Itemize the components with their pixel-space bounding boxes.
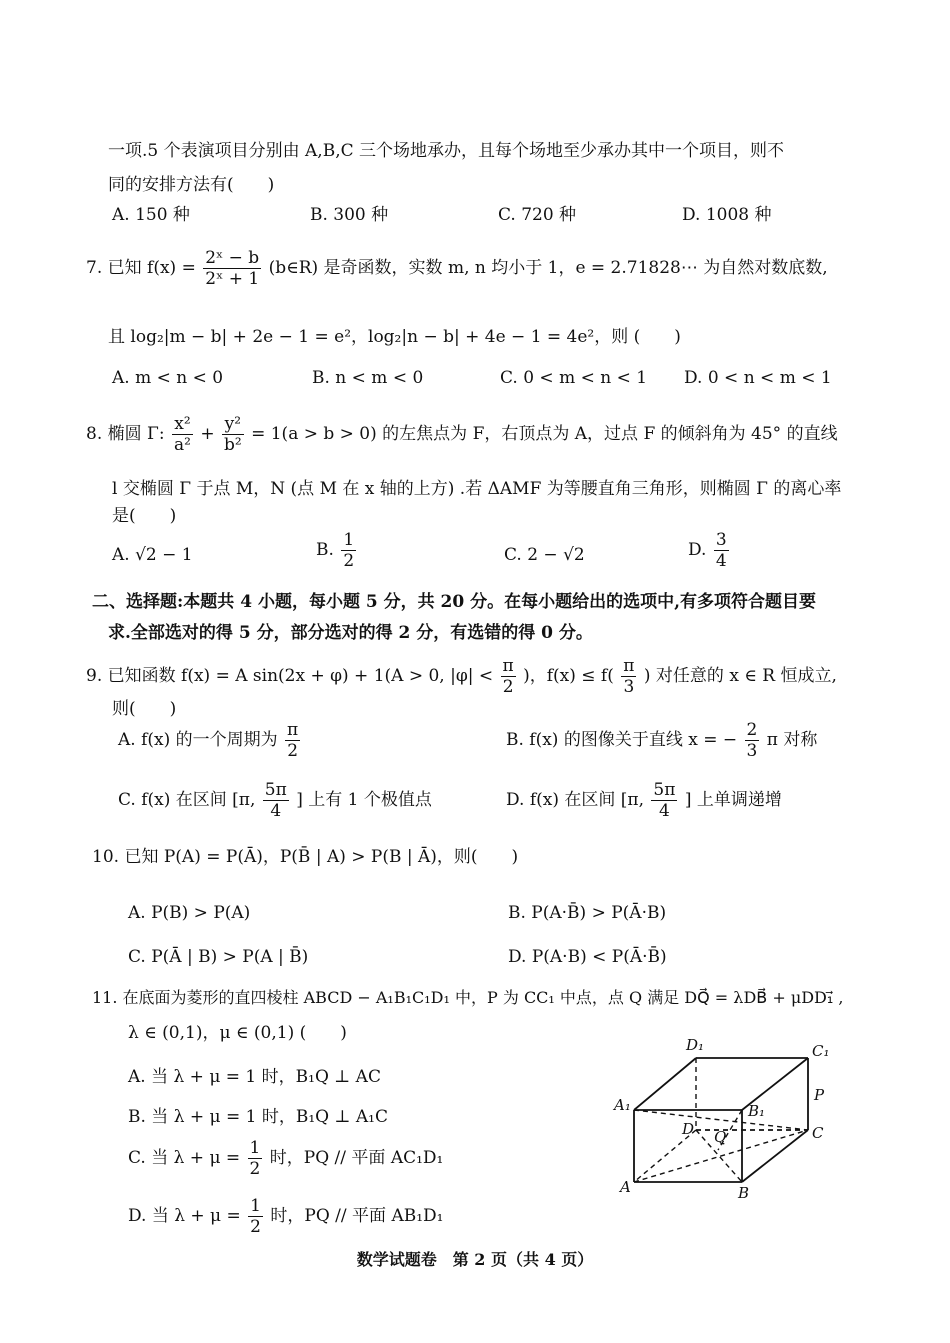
prism-figure — [600, 1030, 840, 1205]
q9-option-a-text: A. f(x) 的一个周期为 — [118, 730, 278, 750]
q8-frac-x — [172, 414, 193, 455]
q10-option-b: B. P(A·B̄) > P(Ā·B) — [508, 903, 667, 923]
q9-option-b-tail: π 对称 — [766, 730, 818, 750]
q8-plus: + — [200, 424, 215, 444]
q9-text-after: ) 对任意的 x ∈ R 恒成立, — [643, 666, 837, 686]
q9-option-d-tail: ] 上单调递增 — [684, 790, 782, 810]
label-a1: A₁ — [614, 1096, 631, 1114]
q7-option-d: D. 0 < n < m < 1 — [684, 368, 832, 388]
q8-option-b-num: 1 — [343, 530, 355, 550]
q6-stem-line2: 同的安排方法有( ) — [108, 175, 275, 195]
q9-option-a-den: 2 — [287, 741, 299, 761]
q9-option-a-frac — [285, 720, 300, 761]
q11-option-c-num: 1 — [249, 1138, 261, 1158]
q9-option-d — [506, 780, 782, 821]
label-p: P — [814, 1086, 825, 1104]
section2-heading-line1: 二、选择题:本题共 4 小题，每小题 5 分，共 20 分。在每小题给出的选项中,有多项符合题目要 — [92, 592, 817, 612]
label-c1: C₁ — [812, 1042, 830, 1060]
q9-option-d-den: 4 — [658, 801, 670, 821]
q11-option-c-text: C. 当 λ + μ = — [128, 1148, 241, 1168]
label-d1: D₁ — [686, 1036, 705, 1054]
q9-prefix: 9. 已知函数 f(x) = A sin(2x + φ) + 1(A > 0, |φ| < — [86, 666, 494, 686]
page-footer: 数学试题卷 第 2 页（共 4 页） — [356, 1250, 594, 1269]
q8-option-d-den: 4 — [715, 551, 727, 571]
q9-option-d-num: 5π — [653, 780, 676, 800]
q9-frac-pi2-den: 2 — [502, 677, 514, 697]
q9-frac-pi2-num: π — [502, 656, 514, 676]
q11-option-d-tail: 时，PQ // 平面 AB₁D₁ — [270, 1206, 444, 1226]
q8-option-d — [688, 530, 731, 571]
q8-frac-y-num: y² — [222, 414, 244, 435]
q8-option-b-frac — [341, 530, 356, 571]
q8-stem-line1 — [86, 414, 838, 455]
q9-option-b-num: 2 — [746, 720, 758, 740]
q6-option-c: C. 720 种 — [498, 205, 577, 225]
q11-option-d-text: D. 当 λ + μ = — [128, 1206, 241, 1226]
q11-option-a: A. 当 λ + μ = 1 时，B₁Q ⊥ AC — [128, 1067, 381, 1087]
q9-frac-pi3-den: 3 — [623, 677, 635, 697]
q9-option-c-den: 4 — [270, 801, 282, 821]
q7-option-a: A. m < n < 0 — [112, 368, 224, 388]
q8-option-b-den: 2 — [343, 551, 355, 571]
q11-option-b: B. 当 λ + μ = 1 时，B₁Q ⊥ A₁C — [128, 1107, 388, 1127]
diag-a1-c — [634, 1110, 808, 1130]
edge-b-c — [742, 1130, 808, 1182]
label-d: D — [682, 1120, 695, 1138]
q7-stem-line2: 且 log₂|m − b| + 2e − 1 = e²，log₂|n − b| + 4e − 1 = 4e²，则 ( ) — [108, 327, 681, 347]
q9-stem-line2: 则( ) — [112, 699, 177, 719]
q7-frac-num: 2ˣ − b — [205, 248, 260, 268]
q11-stem-line2: λ ∈ (0,1)，μ ∈ (0,1) ( ) — [128, 1023, 347, 1043]
q9-frac-pi3-num: π — [623, 656, 635, 676]
q8-frac-x-den: a² — [173, 435, 191, 455]
q9-option-c-frac — [263, 780, 289, 821]
q9-option-b-text: B. f(x) 的图像关于直线 x = − — [506, 730, 738, 750]
q9-option-c-num: 5π — [264, 780, 287, 800]
q8-stem-line3: 是( ) — [112, 506, 177, 526]
q7-text-after: (b∈R) 是奇函数，实数 m, n 均小于 1，e = 2.71828⋯ 为自然对数底数, — [268, 258, 828, 278]
q9-option-c-text: C. f(x) 在区间 [π, — [118, 790, 256, 810]
q10-option-a: A. P(B) > P(A) — [128, 903, 251, 923]
label-b1: B₁ — [748, 1102, 766, 1120]
q7-func: f(x) = — [147, 258, 196, 278]
q8-stem-line2: l 交椭圆 Γ 于点 M，N (点 M 在 x 轴的上方) .若 ΔAMF 为等腰直角三角形，则椭圆 Γ 的离心率 — [112, 479, 842, 499]
q9-option-b-frac — [745, 720, 760, 761]
q8-option-d-num: 3 — [715, 530, 727, 550]
q8-text-after: = 1(a > b > 0) 的左焦点为 F，右顶点为 A，过点 F 的倾斜角为 45° 的直线 — [251, 424, 838, 444]
q9-option-d-text: D. f(x) 在区间 [π, — [506, 790, 644, 810]
q8-frac-x-num: x² — [172, 414, 193, 435]
q11-option-d-den: 2 — [250, 1217, 261, 1237]
q9-option-d-frac — [651, 780, 677, 821]
q7-stem-line1 — [86, 248, 828, 289]
q9-option-a — [118, 720, 302, 761]
q7-frac-den: 2ˣ + 1 — [205, 269, 260, 289]
q8-frac-y-den: b² — [223, 435, 242, 455]
label-q: Q — [714, 1128, 727, 1146]
q10-option-c: C. P(Ā | B) > P(A | B̄) — [128, 947, 309, 967]
q8-option-d-frac — [714, 530, 729, 571]
label-c: C — [812, 1124, 824, 1142]
q9-option-b-den: 3 — [746, 741, 758, 761]
q6-option-d: D. 1008 种 — [682, 205, 772, 225]
q8-option-c: C. 2 − √2 — [504, 545, 585, 565]
q6-option-b: B. 300 种 — [310, 205, 389, 225]
q11-option-c-den: 2 — [249, 1159, 261, 1179]
q11-option-d-num: 1 — [250, 1196, 261, 1216]
q10-stem: 10. 已知 P(A) = P(Ā)，P(B̄ | A) > P(B | Ā)，则( ) — [92, 847, 519, 867]
q8-option-d-label: D. — [688, 540, 707, 560]
q9-option-c — [118, 780, 432, 821]
q6-stem-line1: 一项.5 个表演项目分别由 A,B,C 三个场地承办，且每个场地至少承办其中一个项目，则不 — [108, 141, 785, 161]
q7-prefix: 7. 已知 — [86, 258, 142, 278]
q11-option-d — [128, 1196, 443, 1237]
q9-option-c-tail: ] 上有 1 个极值点 — [296, 790, 432, 810]
q6-option-a: A. 150 种 — [112, 205, 190, 225]
q7-fraction — [203, 248, 261, 289]
q8-option-b-label: B. — [316, 540, 334, 560]
q8-option-a: A. √2 − 1 — [112, 545, 193, 565]
q9-frac-pi2 — [501, 656, 516, 697]
q11-stem-line1: 11. 在底面为菱形的直四棱柱 ABCD − A₁B₁C₁D₁ 中，P 为 CC₁ 中点，点 Q 满足 DQ⃗ = λDB⃗ + μDD₁⃗ , — [92, 988, 844, 1007]
q11-option-d-frac — [248, 1196, 263, 1237]
q11-option-c-tail: 时，PQ // 平面 AC₁D₁ — [269, 1148, 444, 1168]
q9-option-b — [506, 720, 817, 761]
q11-option-c-frac — [248, 1138, 263, 1179]
q9-stem-line1 — [86, 656, 837, 697]
label-a: A — [620, 1178, 631, 1196]
q8-prefix: 8. 椭圆 Γ: — [86, 424, 165, 444]
q11-option-c — [128, 1138, 443, 1179]
q10-option-d: D. P(A·B) < P(Ā·B̄) — [508, 947, 667, 967]
q9-mid: )，f(x) ≤ f( — [523, 666, 614, 686]
section2-heading-line2: 求.全部选对的得 5 分，部分选对的得 2 分，有选错的得 0 分。 — [108, 623, 593, 643]
q7-option-c: C. 0 < m < n < 1 — [500, 368, 648, 388]
label-b: B — [738, 1184, 750, 1202]
q7-option-b: B. n < m < 0 — [312, 368, 424, 388]
q9-frac-pi3 — [621, 656, 636, 697]
edge-a1-d1 — [634, 1058, 696, 1110]
q9-option-a-num: π — [287, 720, 299, 740]
q8-option-b — [316, 530, 358, 571]
q8-frac-y — [222, 414, 244, 455]
